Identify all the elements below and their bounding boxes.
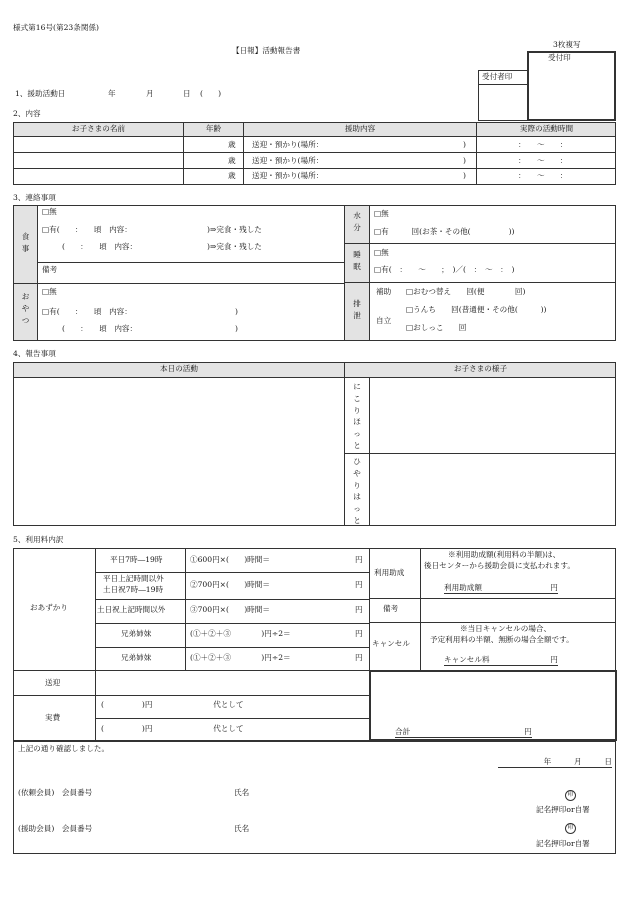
sibling-label-2: 兄弟姉妹: [121, 653, 152, 662]
sibling-calc-1: (①＋②＋③ )円÷2＝: [190, 629, 291, 638]
row3-close: ): [463, 171, 466, 180]
supporting-member-name: 氏名: [234, 824, 250, 833]
expense-line-1: ( )円 代として: [101, 700, 244, 709]
section-4-title: 4、報告事項: [13, 349, 56, 358]
snack-label: お や つ: [21, 292, 30, 325]
confirm-date: 年 月 日: [498, 758, 612, 768]
bad-char: ひ: [353, 457, 361, 466]
cancel-amount: キャンセル料 円: [444, 655, 558, 664]
snack-none: □無: [42, 287, 57, 296]
good-char: ほ: [353, 417, 361, 427]
bad-char: と: [353, 515, 361, 525]
good-char: と: [353, 440, 361, 450]
requesting-sign-note: 記名押印or自署: [536, 805, 590, 814]
row1-content: 送迎・預かり(場所：: [252, 140, 324, 149]
child-condition-header: お子さまの様子: [453, 364, 508, 373]
rate2-label-2: 土日祝7時―19時: [103, 585, 164, 594]
receipt-seal-label: 受付印: [548, 53, 571, 62]
sibling-calc-2: (①＋②＋③ )円÷2＝: [190, 653, 291, 662]
bad-char: っ: [353, 504, 361, 514]
col-age: 年齢: [205, 124, 222, 133]
snack-yes-2: ( ： 頃 内容：: [62, 324, 138, 333]
water-label: 水 分: [353, 211, 361, 232]
meal-result-2: )⇒完食・残した: [207, 242, 262, 251]
good-char: に: [353, 382, 361, 391]
water-none: □無: [374, 209, 389, 218]
copies-note: 3枚複写: [553, 40, 581, 49]
page-title: 【日報】活動報告書: [232, 46, 301, 55]
rate3-label: 土日祝上記時間以外: [97, 605, 166, 614]
meal-yes-2: ( ： 頃 内容：: [62, 242, 138, 251]
independent-label: 自立: [376, 316, 392, 325]
excretion-label: 排 泄: [353, 299, 361, 320]
row2-age: 歳: [228, 156, 236, 165]
near-miss-label: [345, 456, 369, 527]
rate3-yen: 円: [355, 605, 363, 614]
rate1-calc: ①600円×( )時間＝: [190, 555, 270, 564]
requesting-member-number: (依頼会員) 会員番号: [18, 788, 93, 797]
date-year: 年: [108, 89, 116, 98]
today-activity-header: 本日の活動: [160, 364, 198, 373]
diaper-change: □おむつ替え 回(便 回): [406, 287, 526, 296]
date-weekday: ( ): [200, 89, 222, 98]
snack-close-1: ): [235, 307, 238, 316]
confirm-text: 上記の通り確認しました。: [18, 744, 110, 753]
snack-close-2: ): [235, 324, 238, 333]
meal-remarks: 備考: [42, 265, 58, 274]
total-amount: 合計 円: [395, 727, 532, 736]
col-child-name: お子さまの名前: [71, 124, 126, 133]
form-number: 様式第16号(第23条関係): [13, 23, 99, 32]
row3-time: ： ～ ：: [518, 171, 568, 180]
row1-time: ： ～ ：: [518, 140, 568, 149]
cancel-note-2: 予定利用料の半額、無断の場合全額です。: [430, 635, 574, 644]
assist-label: 補助: [376, 287, 392, 296]
bad-char: り: [353, 480, 361, 490]
rate3-calc: ③700円×( )時間＝: [190, 605, 270, 614]
good-char: っ: [353, 429, 361, 439]
cancel-label: キャンセル: [372, 639, 410, 648]
rate1-label: 平日7時―19時: [110, 555, 163, 564]
receipt-seal-box: [527, 51, 616, 121]
bad-char: や: [353, 468, 361, 478]
good-char: り: [353, 405, 361, 415]
subsidy-note-2: 後日センターから援助会員に支払われます。: [424, 561, 575, 570]
rate2-label-1: 平日上記時間以外: [103, 574, 164, 583]
urine: □おしっこ 回: [406, 323, 467, 332]
row1-age: 歳: [228, 140, 236, 149]
row1-close: ): [463, 140, 466, 149]
sibling-yen-2: 円: [355, 653, 363, 662]
rate1-yen: 円: [355, 555, 363, 564]
meal-result-1: )⇒完食・残した: [207, 225, 262, 234]
requesting-seal-mark: 印: [565, 790, 576, 801]
supporting-seal-mark: 印: [565, 823, 576, 834]
section-3-title: 3、連絡事項: [13, 193, 56, 202]
col-time: 実際の活動時間: [519, 124, 574, 133]
stool: □うんち 回(普通便・その他( )): [406, 305, 547, 314]
row3-age: 歳: [228, 171, 236, 180]
col-support: 援助内容: [344, 124, 376, 133]
supporting-sign-note: 記名押印or自署: [536, 839, 590, 848]
subsidy-label: 利用助成: [374, 568, 405, 577]
sibling-label-1: 兄弟姉妹: [121, 629, 152, 638]
good-char: こ: [353, 393, 361, 403]
water-yes: □有 回(お茶・その他( )): [374, 227, 515, 236]
requesting-member-name: 氏名: [234, 788, 250, 797]
date-day: 日: [183, 89, 191, 98]
section-2-title: 2、内容: [13, 109, 41, 118]
meal-none: □無: [42, 207, 57, 216]
snack-yes-1: □有( ： 頃 内容：: [42, 307, 132, 316]
remarks-label: 備考: [383, 604, 399, 613]
transport-label: 送迎: [45, 678, 61, 687]
date-month: 月: [146, 89, 154, 98]
receiver-seal-label: 受付者印: [482, 72, 513, 81]
meal-label: 食 事: [21, 232, 30, 253]
supporting-member-number: (援助会員) 会員番号: [18, 824, 93, 833]
cancel-note-1: ※当日キャンセルの場合、: [460, 624, 552, 633]
sleep-label: 睡 眠: [353, 250, 361, 271]
expense-line-2: ( )円 代として: [101, 724, 244, 733]
subsidy-amount: 利用助成額 円: [444, 583, 558, 592]
subsidy-note-1: ※利用助成額(利用料の半額)は、: [448, 550, 561, 559]
report-table: [13, 362, 616, 526]
rate2-yen: 円: [355, 580, 363, 589]
expense-label: 実費: [45, 713, 61, 722]
care-label: おあずかり: [30, 603, 68, 612]
sibling-yen-1: 円: [355, 629, 363, 638]
row3-content: 送迎・預かり(場所：: [252, 171, 324, 180]
rate2-calc: ②700円×( )時間＝: [190, 580, 270, 589]
good-moments-label: [345, 381, 369, 452]
activity-date-label: 1、援助活動日: [15, 89, 66, 98]
row2-time: ： ～ ：: [518, 156, 568, 165]
bad-char: は: [353, 492, 361, 502]
section-5-title: 5、利用料内訳: [13, 535, 64, 544]
row2-close: ): [463, 156, 466, 165]
row2-content: 送迎・預かり(場所：: [252, 156, 324, 165]
sleep-none: □無: [374, 248, 389, 257]
meal-yes-1: □有( ： 頃 内容：: [42, 225, 132, 234]
sleep-yes: □有( ： ～ ； )／( ： ～ ： ): [374, 265, 515, 274]
